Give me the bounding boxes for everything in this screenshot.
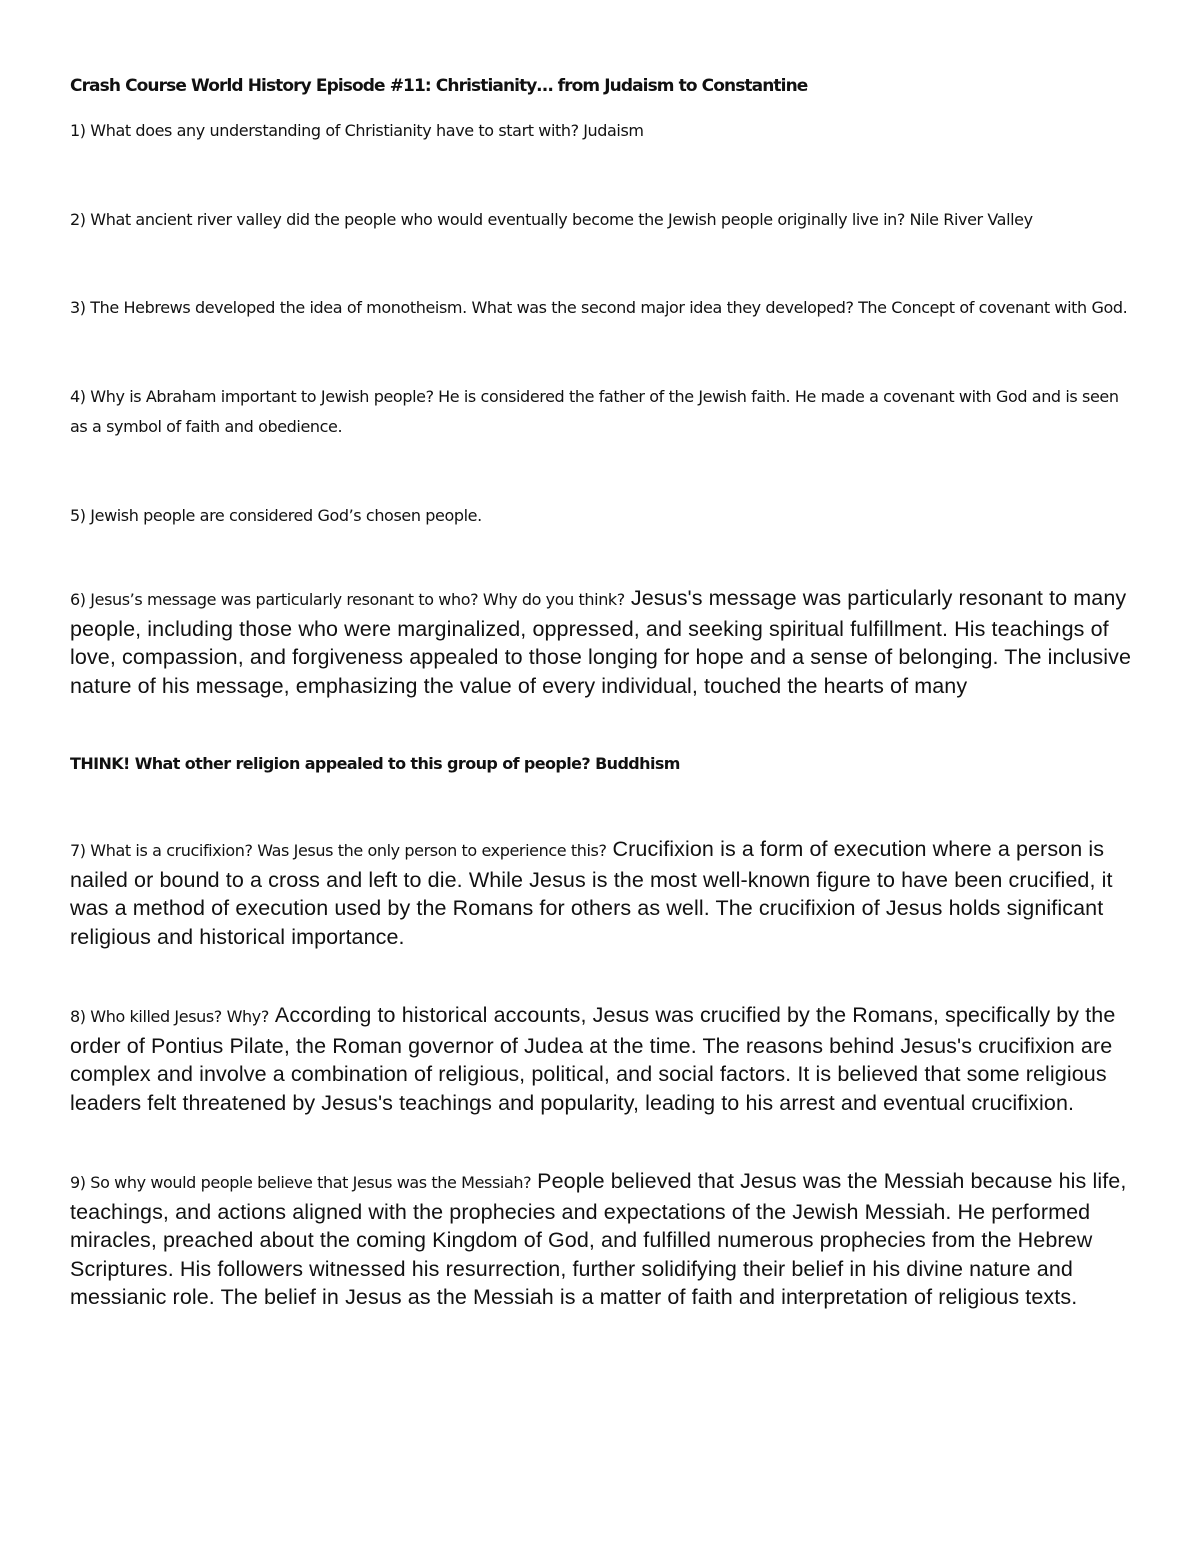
answer-6-text: Jesus's message was particularly resonant to many people, including those who were marginalized, oppressed, and seeking spiritual fulfillment. His teachings of love, compassion, and forgiveness appealed to those longing for hope and a sense of belonging. The inclusive nature of his message, emphasizing the value of every individual, touched the hearts of many xyxy=(70,586,1132,698)
question-6-text: 6) Jesus’s message was particularly resonant to who? Why do you think? xyxy=(70,590,625,609)
question-7 xyxy=(70,835,1132,951)
answer-8-text: According to historical accounts, Jesus was crucified by the Romans, specifically by the order of Pontius Pilate, the Roman governor of Judea at the time. The reasons behind Jesus's crucifixion are complex and involve a combination of religious, political, and social factors. It is believed that some religious leaders felt threatened by Jesus's teachings and popularity, leading to his arrest and eventual crucifixion. xyxy=(70,1003,1116,1115)
question-5-text: 5) Jewish people are considered God’s chosen people. xyxy=(70,506,482,525)
question-8 xyxy=(70,1001,1132,1117)
question-9 xyxy=(70,1167,1132,1312)
answer-9-text: People believed that Jesus was the Messiah because his life, teachings, and actions aligned with the prophecies and expectations of the Jewish Messiah. He performed miracles, preached about the coming Kingdom of God, and fulfilled numerous prophecies from the Hebrew Scriptures. His followers witnessed his resurrection, further solidifying their belief in his divine nature and messianic role. The belief in Jesus as the Messiah is a matter of faith and interpretation of religious texts. xyxy=(70,1169,1127,1309)
document-title: Crash Course World History Episode #11: Christianity… from Judaism to Constantine xyxy=(70,76,808,96)
question-9-text: 9) So why would people believe that Jesus was the Messiah? xyxy=(70,1173,532,1192)
question-1 xyxy=(70,116,1132,146)
question-4 xyxy=(70,382,1132,442)
question-2 xyxy=(70,205,1132,235)
document-page xyxy=(70,72,1132,1312)
question-6 xyxy=(70,584,1132,700)
answer-2-text: Nile River Valley xyxy=(909,210,1033,229)
answer-3-text: The Concept of covenant with God. xyxy=(858,298,1128,317)
question-5 xyxy=(70,501,1132,531)
answer-7-text: Crucifixion is a form of execution where a person is nailed or bound to a cross and left to die. While Jesus is the most well-known figure to have been crucified, it was a method of execution used by the Romans for others as well. The crucifixion of Jesus holds significant religious and historical importance. xyxy=(70,837,1113,949)
question-7-text: 7) What is a crucifixion? Was Jesus the only person to experience this? xyxy=(70,841,607,860)
think-prompt: THINK! What other religion appealed to this group of people? Buddhism xyxy=(70,754,680,773)
question-1-text: 1) What does any understanding of Christianity have to start with? xyxy=(70,121,579,140)
question-3-text: 3) The Hebrews developed the idea of monotheism. What was the second major idea they developed? xyxy=(70,298,854,317)
question-3 xyxy=(70,293,1132,323)
answer-1-text: Judaism xyxy=(583,121,644,140)
answer-4-text: He is considered the father of the Jewish faith. He made a covenant with God and is seen as a symbol of faith and obedience. xyxy=(70,387,1119,436)
question-2-text: 2) What ancient river valley did the people who would eventually become the Jewish people originally live in? xyxy=(70,210,905,229)
question-8-text: 8) Who killed Jesus? Why? xyxy=(70,1007,269,1026)
question-4-text: 4) Why is Abraham important to Jewish people? xyxy=(70,387,434,406)
